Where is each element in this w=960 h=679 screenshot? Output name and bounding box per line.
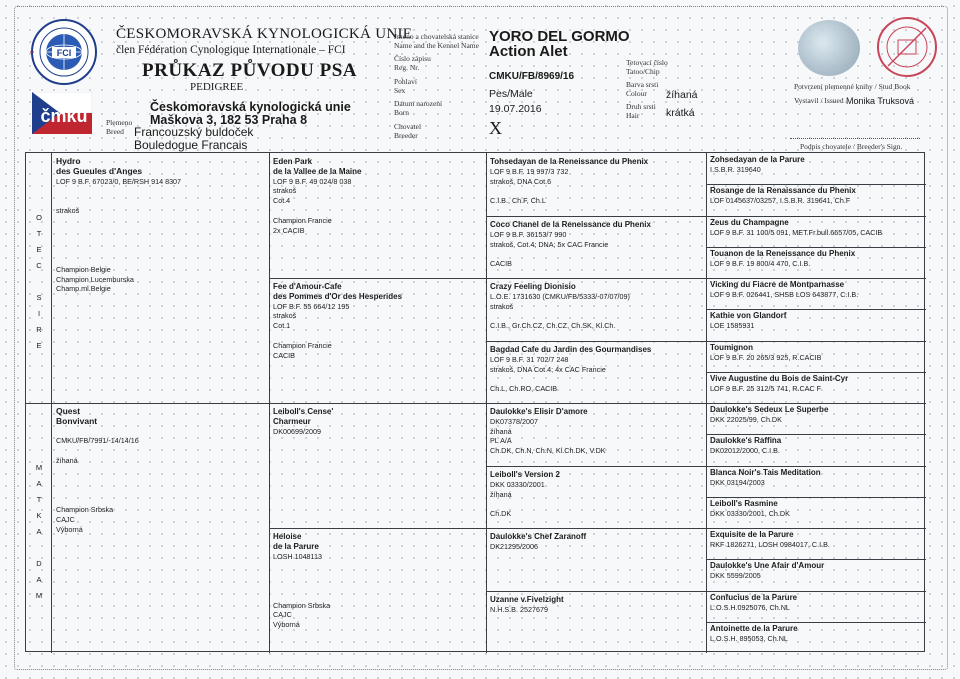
ancestor-detail: CACIB (273, 350, 295, 360)
hologram-seal-icon (798, 20, 860, 76)
sire-side-letter: R (36, 325, 42, 334)
ancestor-detail (56, 485, 265, 495)
ancestor-name: Hydro (56, 156, 81, 166)
ancestor-detail: DKK 22025/99, Ch.DK (710, 414, 782, 424)
ancestor-detail (273, 206, 482, 216)
ancestor-name: de la Vallee de la Maine (273, 166, 362, 176)
ancestor-name: Touanon de la Reneissance du Phenix (710, 249, 856, 258)
ancestor-detail: Champion Francie (273, 215, 332, 225)
dob-label: Datum narození Born (394, 99, 443, 117)
ancestor-detail: strakoš (273, 311, 297, 321)
sire-side-label (26, 153, 52, 403)
ancestor-detail: C.I.B., Ch.F, Ch.L (490, 196, 546, 206)
ancestor-detail (490, 374, 702, 384)
ancestor-cell (710, 624, 922, 644)
ancestor-detail (490, 499, 702, 509)
ancestor-detail: CAJC (273, 610, 292, 620)
sex-value: Pes/Male (489, 88, 533, 100)
ancestor-cell (710, 155, 922, 175)
ancestor-detail: CMKU/FB/7991/-14/14/16 (56, 436, 139, 446)
breeder-value: X (489, 118, 502, 138)
ancestor-detail: Champion Lucemburska (56, 274, 134, 284)
ancestor-detail: DK02012/2000, C.I.B. (710, 445, 780, 455)
ancestor-name: Crazy Feeling Dionisio (490, 282, 576, 291)
ancestor-detail: PL A/A (490, 436, 512, 446)
ancestor-cell (490, 407, 702, 456)
ancestor-detail (56, 196, 265, 206)
ancestor-cell (710, 405, 922, 425)
ancestor-cell (710, 436, 922, 456)
colour-value: žíhaná (666, 89, 698, 101)
org-name: ČESKOMORAVSKÁ KYNOLOGICKÁ UNIE (116, 26, 413, 42)
ancestor-name: Kathie von Glandorf (710, 311, 787, 320)
ancestor-detail: LOF 9 B.F. 19 997/3 732 (490, 166, 569, 176)
grid-hline (706, 591, 926, 592)
ancestor-detail: LOF 9 B.F. 20 265/3 925, R.CACIB (710, 352, 822, 362)
ancestor-name: des Pommes d'Or des Hesperides (273, 291, 403, 301)
dam-side-letter: D (36, 559, 42, 568)
sire-side-letter: E (36, 341, 42, 350)
ancestor-cell (710, 186, 922, 206)
ancestor-cell (710, 374, 922, 394)
ancestor-name: Toumignon (710, 343, 753, 352)
dam-side-letter: M (35, 463, 43, 472)
ancestor-name: des Gueules d'Anges (56, 165, 143, 176)
cmku-flag-logo-icon (32, 92, 92, 134)
ancestor-detail: DKK 03330/2001, Ch.DK (710, 508, 790, 518)
ancestor-cell (710, 561, 922, 581)
ancestor-detail: Cot.1 (273, 321, 291, 331)
ancestor-cell (56, 407, 265, 534)
grid-hline (706, 528, 926, 529)
ancestor-detail (56, 255, 265, 265)
ancestor-detail (490, 186, 702, 196)
dam-side-letter: T (36, 495, 42, 504)
ancestor-cell (710, 499, 922, 519)
registration-number: CMKU/FB/8969/16 (489, 71, 575, 82)
ancestor-detail (56, 245, 265, 255)
official-stamp-icon (876, 16, 938, 78)
kennel-name: Action Alet (489, 43, 568, 60)
tattoo-label: Tetovací číslo Tatoo/Chip (626, 58, 668, 76)
ancestor-detail: LOF 9 B.F. 31 702/7 248 (490, 354, 569, 364)
ancestor-detail: LOF 0145637/03257, I.S.B.R. 319641, Ch.F (710, 195, 851, 205)
dog-name: YORO DEL GORMO (489, 28, 630, 45)
ancestor-detail: LOF 9 B.F. 67023/0, BE/RSH 914 8307 (56, 176, 182, 186)
ancestor-cell (490, 595, 702, 615)
ancestor-detail: LOF 9 B.F. 36153/7 990 (490, 229, 567, 239)
ancestor-detail: LOSH 1048113 (273, 551, 323, 561)
hair-label: Druh srsti Hair (626, 102, 656, 120)
breed-czech: Francouzský buldoček (134, 125, 254, 139)
ancestor-detail: DK21295/2006 (490, 541, 538, 551)
ancestor-name: Heloise (273, 532, 302, 541)
address-line-1: Českomoravská kynologická unie (150, 100, 351, 114)
ancestor-detail (56, 186, 265, 196)
ancestor-name: Daulokke's Sedeux Le Superbe (710, 405, 829, 414)
ancestor-detail (56, 226, 265, 236)
ancestor-detail (273, 591, 482, 601)
ancestor-detail: DKK 5599/2005 (710, 570, 761, 580)
ancestor-name: Eden Park (273, 157, 313, 166)
signature-line (790, 138, 920, 139)
ancestor-detail: N.H.S.B. 2527679 (490, 604, 548, 614)
ancestor-detail: žíhaná (56, 455, 78, 465)
ancestor-name: Exquisite de la Parure (710, 530, 794, 539)
grid-hline (706, 497, 926, 498)
ancestor-detail: Výborná (273, 620, 300, 630)
ancestor-detail: Champion Francie (273, 340, 332, 350)
ancestor-name: Leiboll's Version 2 (490, 470, 560, 479)
ancestor-detail (56, 476, 265, 486)
ancestor-detail (273, 581, 482, 591)
name-label: Jméno a chovatelská stanice Name and the Kennel Name (394, 32, 479, 50)
ancestor-detail (56, 495, 265, 505)
ancestor-detail: strakoš (490, 301, 514, 311)
ancestor-detail: CACIB (490, 259, 512, 269)
ancestor-cell (710, 468, 922, 488)
ancestor-detail: C.I.B., Gr.Ch.CZ, Ch.CZ, Ch.SK, Kl.Ch. (490, 321, 616, 331)
ancestor-detail: I.S.B.R. 319640 (710, 164, 761, 174)
ancestor-detail: LOF B.F. 55 664/12 195 (273, 301, 350, 311)
ancestor-cell (490, 532, 702, 552)
ancestor-name: Coco Chanel de la Reneissance du Phenix (490, 220, 651, 229)
ancestor-cell (273, 407, 482, 436)
fci-logo-icon (30, 18, 98, 86)
dam-side-letter: A (36, 527, 42, 536)
dam-side-letter: A (36, 575, 42, 584)
sex-label: Pohlaví Sex (394, 77, 417, 95)
ancestor-name: Daulokke's Chef Zaranoff (490, 532, 587, 541)
ancestor-name: Blanca Noir's Tais Meditation (710, 468, 821, 477)
ancestor-name: Vive Augustine du Bois de Saint-Cyr (710, 374, 849, 383)
grid-hline (706, 466, 926, 467)
ancestor-cell (490, 220, 702, 269)
ancestor-cell (710, 530, 922, 550)
grid-hline (706, 247, 926, 248)
ancestor-detail: Ch.DK, Ch.N, Ch.N, Kl.Ch.DK, V.DK (490, 446, 606, 456)
ancestor-detail: CAJC (56, 514, 75, 524)
ancestor-detail: DKK 03330/2001 (490, 479, 545, 489)
ancestor-name: Tohsedayan de la Reneissance du Phenix (490, 157, 649, 166)
ancestor-detail (273, 561, 482, 571)
ancestor-detail: LOF 9 B.F. 49 024/8 038 (273, 176, 352, 186)
sire-side-letter: T (36, 229, 42, 238)
birth-date: 19.07.2016 (489, 103, 542, 115)
issued-by: Monika Truksová (846, 96, 915, 106)
ancestor-detail (56, 235, 265, 245)
breed-label: Plemeno Breed (106, 118, 133, 136)
grid-hline (706, 309, 926, 310)
ancestor-detail (56, 446, 265, 456)
ancestor-name: Daulokke's Une Afair d'Amour (710, 561, 825, 570)
ancestor-detail (56, 216, 265, 226)
ancestor-cell (490, 157, 702, 206)
ancestor-detail (273, 331, 482, 341)
sire-side-letter: C (36, 261, 42, 270)
ancestor-cell (273, 532, 482, 630)
ancestor-detail: LOE 1585931 (710, 320, 755, 330)
ancestor-detail: strakoš, DNA Cot.4; 4x CAC Francie (490, 364, 606, 374)
ancestor-detail: Cot.4 (273, 196, 291, 206)
ancestor-name: Leiboll's Rasmine (710, 499, 778, 508)
sire-side-letter: S (36, 293, 42, 302)
ancestor-detail: Champ.ml.Belgie (56, 284, 111, 294)
ancestor-detail: Výborná (56, 524, 83, 534)
ancestor-name: Charmeur (273, 416, 311, 426)
grid-hline (706, 622, 926, 623)
ancestor-name: Quest (56, 406, 81, 416)
ancestor-cell (490, 470, 702, 519)
ancestor-cell (490, 345, 702, 394)
fci-logo-text: FCI (56, 48, 72, 58)
ancestor-name: Leiboll's Cense' (273, 407, 334, 416)
ancestor-name: Zohsedayan de la Parure (710, 155, 805, 164)
signature-label: Podpis chovatele / Breeder's Sign. (800, 142, 903, 151)
ancestor-detail: Ch.L, Ch.RO, CACIB (490, 384, 558, 394)
ancestor-name: Fee d'Amour-Cafe (273, 282, 342, 291)
ancestor-detail: Champion Srbska (273, 600, 331, 610)
ancestor-detail: DKK 03194/2003 (710, 477, 765, 487)
stud-book-label: Potvrzení plemenné knihy / Stud Book (794, 82, 911, 91)
hair-value: krátká (666, 107, 695, 119)
ancestor-detail: LOF 9 B.F. 25 312/5 741, R.CAC F (710, 383, 822, 393)
dam-side-label (26, 403, 52, 653)
ancestor-detail: L.O.S.H. 895053, Ch.NL (710, 633, 788, 643)
ancestor-cell (273, 282, 482, 360)
ancestor-name: de la Parure (273, 541, 319, 551)
grid-hline (706, 403, 926, 404)
ancestor-detail: Champion Srbska (56, 504, 114, 514)
grid-hline (706, 278, 926, 279)
grid-hline (706, 216, 926, 217)
ancestor-name: Daulokke's Elisir D'amore (490, 407, 588, 416)
sire-side-letter: I (37, 309, 41, 318)
breed-french: Bouledogue Francais (134, 138, 248, 152)
ancestor-name: Confucius de la Parure (710, 593, 798, 602)
ancestor-detail: LOF 9 B.F. 026441, SHSB LOS 643877, C.I.B. (710, 289, 859, 299)
ancestor-detail (273, 571, 482, 581)
ancestor-name: Vicking du Fiacre de Montparnasse (710, 280, 845, 289)
ancestor-cell (273, 157, 482, 235)
ancestor-detail (490, 249, 702, 259)
dam-side-letter: M (35, 591, 43, 600)
ancestor-detail: strakoš, DNA Cot.6 (490, 176, 552, 186)
grid-hline (706, 434, 926, 435)
grid-hline (706, 184, 926, 185)
svg-text:čmku: čmku (40, 106, 88, 126)
grid-hline (706, 559, 926, 560)
ancestor-detail: Ch.DK (490, 509, 512, 519)
ancestor-detail: DK00699/2009 (273, 426, 321, 436)
dam-side-letter: K (36, 511, 42, 520)
ancestor-detail: žíhaná (490, 489, 512, 499)
ancestor-detail (56, 427, 265, 437)
ancestor-name: Bonvivant (56, 415, 98, 426)
colour-label: Barva srsti Colour (626, 80, 659, 98)
ancestor-detail: RKF 1826271, LOSH 0984017, C.I.B. (710, 539, 830, 549)
ancestor-detail: L.O.E. 1731630 (CMKU/FB/5333/-07/07/09) (490, 291, 630, 301)
sire-side-letter: O (36, 213, 42, 222)
address-line-2: Maškova 3, 182 53 Praha 8 (150, 113, 308, 127)
grid-hline (706, 341, 926, 342)
reg-label: Číslo zápisu Reg. Nr. (394, 54, 431, 72)
ancestor-detail: L.O.S.H.0925076, Ch.NL (710, 602, 790, 612)
breeder-label: Chovatel Breeder (394, 122, 422, 140)
document-subtitle: PEDIGREE (190, 81, 244, 93)
ancestor-name: Uzanne v.Fivelzight (490, 595, 564, 604)
ancestor-cell (490, 282, 702, 331)
ancestor-detail: strakoš (56, 205, 80, 215)
ancestor-cell (710, 280, 922, 300)
ancestor-cell (710, 218, 922, 238)
ancestor-name: Bagdad Cafe du Jardin des Gourmandises (490, 345, 652, 354)
dam-side-letter: A (36, 479, 42, 488)
ancestor-name: Rosange de la Renaissance du Phenix (710, 186, 856, 195)
ancestor-cell (710, 249, 922, 269)
org-subtitle: člen Fédération Cynologique Internationale – FCI (116, 44, 346, 56)
ancestor-detail: Champion Belgie (56, 264, 111, 274)
ancestor-cell (56, 157, 265, 294)
pedigree-table (25, 152, 925, 652)
ancestor-name: Daulokke's Raffina (710, 436, 782, 445)
ancestor-detail (490, 311, 702, 321)
ancestor-detail (56, 466, 265, 476)
ancestor-name: Zeus du Champagne (710, 218, 789, 227)
ancestor-cell (710, 311, 922, 331)
issued-label: Vystavil / Issued (794, 96, 844, 105)
ancestor-detail: LOF 9 B.F. 19 800/4 470, C.I.B. (710, 258, 811, 268)
ancestor-cell (710, 343, 922, 363)
ancestor-detail: 2x CACIB (273, 225, 305, 235)
ancestor-detail: LOF 9 B.F. 31 100/5 091, MET.Fr.bull.6657/05, CACIB (710, 227, 883, 237)
ancestor-detail: žíhaná (490, 426, 512, 436)
ancestor-detail: strakoš (273, 186, 297, 196)
ancestor-cell (710, 593, 922, 613)
ancestor-name: Antoinette de la Parure (710, 624, 798, 633)
sire-side-letter: E (36, 245, 42, 254)
ancestor-detail: strakoš, Cot.4; DNA; 5x CAC Francie (490, 239, 609, 249)
grid-hline (706, 372, 926, 373)
document-title: PRŮKAZ PŮVODU PSA (142, 60, 358, 81)
ancestor-detail: DK07378/2007 (490, 416, 538, 426)
